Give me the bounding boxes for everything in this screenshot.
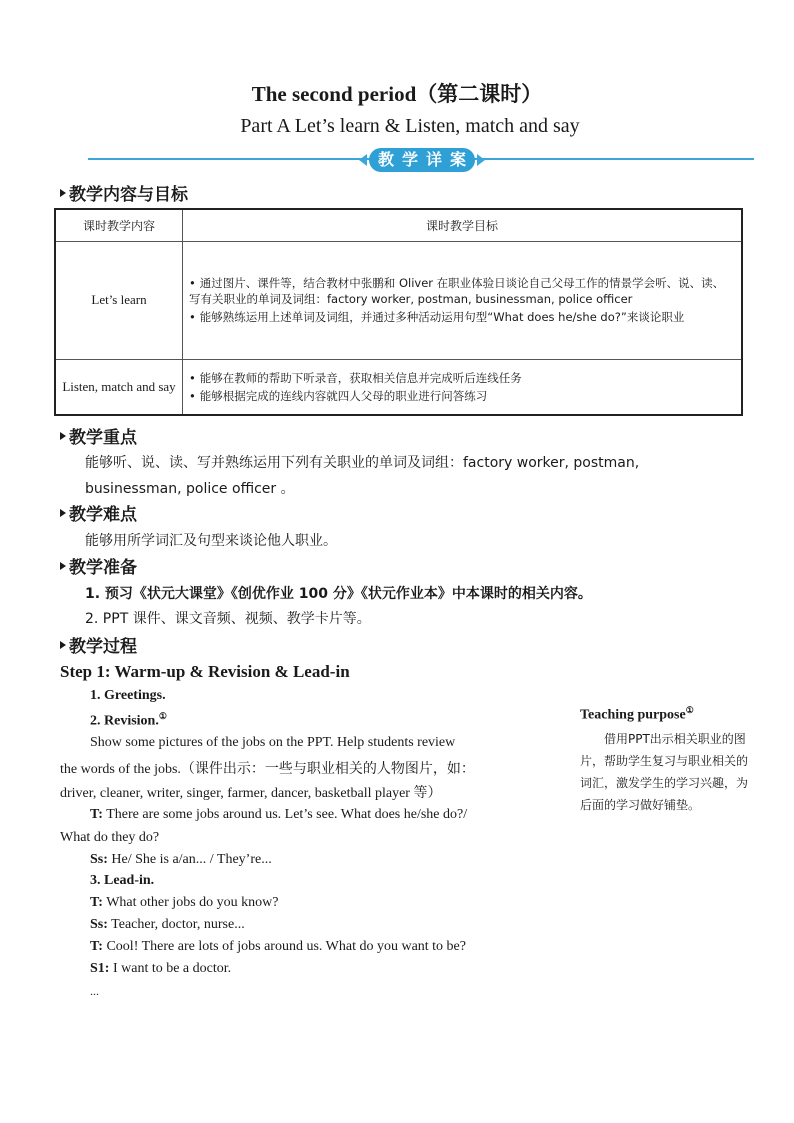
dialog-line: What do they do?	[60, 830, 160, 845]
triangle-bullet-icon	[60, 562, 66, 570]
page-title: The second period（第二课时）	[251, 82, 543, 106]
step-heading: Step 1: Warm-up & Revision & Lead-in	[60, 662, 350, 681]
dialog-line: S1: I want to be a doctor.	[90, 961, 232, 976]
table-cell-content: Let’s learn	[55, 241, 183, 359]
dialog-line: Ss: He/ She is a/an... / They’re...	[90, 852, 272, 867]
section-heading-preparation: 教学准备	[60, 553, 137, 578]
show-line: the words of the jobs.（课件出示：一些与职业相关的人物图片，如：	[60, 762, 475, 777]
footnote-marker: ①	[158, 711, 167, 721]
show-line: driver, cleaner, writer, singer, farmer, dancer, basketball player 等）	[60, 786, 442, 801]
triangle-bullet-icon	[60, 641, 66, 649]
dialog-line: T: There are some jobs around us. Let’s see. What does he/she do?/	[90, 807, 468, 822]
key-points-line: 能够听、说、读、写并熟练运用下列有关职业的单词及词组：factory worker, postman,	[85, 455, 640, 471]
ellipsis: ...	[90, 984, 99, 998]
objectives-table	[54, 208, 743, 416]
section-heading-difficulties: 教学难点	[60, 500, 137, 525]
banner-char: 学	[401, 150, 418, 169]
preparation-item: 2. PPT 课件、课文音频、视频、教学卡片等。	[85, 611, 371, 627]
show-line: Show some pictures of the jobs on the PPT. Help students review	[90, 735, 456, 750]
table-row	[55, 359, 742, 415]
banner-char: 教	[377, 150, 394, 169]
dialog-line: Ss: Teacher, doctor, nurse...	[90, 917, 245, 932]
banner-char: 案	[449, 150, 466, 169]
teaching-purpose-text: 借用PPT出示相关职业的图片，帮助学生复习与职业相关的词汇，激发学生的学习兴趣，为后面的学习做好铺垫。	[580, 732, 749, 812]
chevron-right-icon	[477, 154, 485, 166]
table-header-goal: 课时教学目标	[183, 209, 743, 241]
preparation-item: 1. 预习《状元大课堂》《创优作业 100 分》《状元作业本》中本课时的相关内容。	[85, 586, 592, 602]
leadin-line: 3. Lead-in.	[90, 873, 155, 888]
goal-item: • 能够在教师的帮助下听录音，获取相关信息并完成听后连线任务	[189, 370, 522, 385]
footnote-marker: ①	[685, 705, 694, 715]
page-subtitle: Part A Let’s learn & Listen, match and say	[240, 115, 580, 137]
section-heading-key-points: 教学重点	[60, 423, 137, 448]
chevron-left-icon	[359, 154, 367, 166]
dialog-line: T: Cool! There are lots of jobs around us. What do you want to be?	[90, 939, 466, 954]
difficulties-text: 能够用所学词汇及句型来谈论他人职业。	[85, 533, 337, 549]
goal-item: • 通过图片、课件等，结合教材中张鹏和 Oliver 在职业体验日谈论自己父母工作的情景学会听、说、读、写有关职业的单词及词组：factory worker, postman, businessman, police officer	[189, 276, 725, 306]
triangle-bullet-icon	[60, 189, 66, 197]
table-cell-content: Listen, match and say	[55, 359, 183, 415]
section-heading-content-goals: 教学内容与目标	[60, 180, 188, 205]
dialog-line: T: What other jobs do you know?	[90, 895, 279, 910]
goal-item: • 能够根据完成的连线内容就四人父母的职业进行问答练习	[189, 388, 488, 403]
table-row	[55, 241, 742, 359]
revision-line: 2. Revision.①	[90, 711, 167, 729]
key-points-line: businessman, police officer 。	[85, 481, 295, 497]
table-header-content: 课时教学内容	[55, 209, 183, 241]
triangle-bullet-icon	[60, 509, 66, 517]
banner-char: 详	[425, 150, 442, 169]
greetings-line: 1. Greetings.	[90, 688, 166, 703]
triangle-bullet-icon	[60, 432, 66, 440]
section-heading-process: 教学过程	[60, 632, 137, 657]
teaching-purpose-title: Teaching purpose①	[580, 705, 694, 723]
goal-item: • 能够熟练运用上述单词及词组，并通过多种活动运用句型“What does he/she do?”来谈论职业	[189, 310, 685, 324]
lesson-plan-banner	[352, 148, 492, 172]
